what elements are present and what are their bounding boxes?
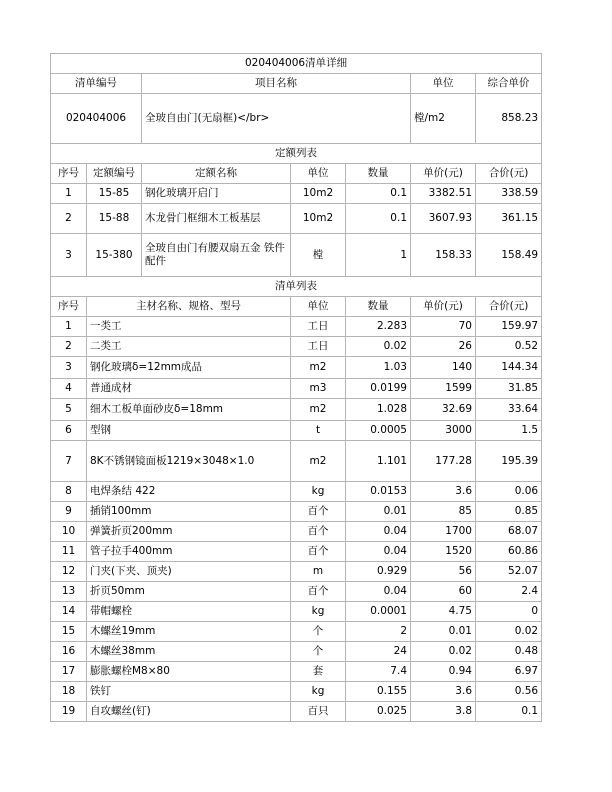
quota-code: 15-85 xyxy=(87,184,142,204)
material-name: 二类工 xyxy=(87,337,291,357)
material-seq: 3 xyxy=(51,357,87,379)
material-seq: 9 xyxy=(51,502,87,522)
material-total: 68.07 xyxy=(476,522,542,542)
quota-total: 338.59 xyxy=(476,184,542,204)
material-name: 木螺丝38mm xyxy=(87,642,291,662)
quota-total: 158.49 xyxy=(476,234,542,277)
quota-unit: 10m2 xyxy=(291,204,346,234)
material-row xyxy=(51,602,542,622)
material-price: 0.02 xyxy=(411,642,476,662)
material-qty: 0.01 xyxy=(346,502,411,522)
material-row xyxy=(51,317,542,337)
material-qty: 2.283 xyxy=(346,317,411,337)
material-price: 1520 xyxy=(411,542,476,562)
material-price: 32.69 xyxy=(411,399,476,421)
item-unit: 樘/m2 xyxy=(411,94,476,144)
material-seq: 4 xyxy=(51,379,87,399)
quota-code: 15-380 xyxy=(87,234,142,277)
material-price: 1599 xyxy=(411,379,476,399)
material-total: 0.06 xyxy=(476,482,542,502)
material-seq: 7 xyxy=(51,441,87,482)
material-price: 177.28 xyxy=(411,441,476,482)
material-seq: 11 xyxy=(51,542,87,562)
material-unit: kg xyxy=(291,482,346,502)
material-price: 0.01 xyxy=(411,622,476,642)
quota-total: 361.15 xyxy=(476,204,542,234)
material-price: 3.6 xyxy=(411,482,476,502)
material-qty: 1.03 xyxy=(346,357,411,379)
material-row xyxy=(51,399,542,421)
material-name: 带帽螺栓 xyxy=(87,602,291,622)
material-seq: 2 xyxy=(51,337,87,357)
material-total: 1.5 xyxy=(476,421,542,441)
quota-price: 3382.51 xyxy=(411,184,476,204)
item-code: 020404006 xyxy=(51,94,142,144)
material-row xyxy=(51,522,542,542)
material-total: 144.34 xyxy=(476,357,542,379)
material-qty: 0.0199 xyxy=(346,379,411,399)
material-row xyxy=(51,502,542,522)
material-total: 0.52 xyxy=(476,337,542,357)
material-price: 60 xyxy=(411,582,476,602)
quota-qty: 0.1 xyxy=(346,184,411,204)
material-total: 0.02 xyxy=(476,622,542,642)
item-unit-header: 单位 xyxy=(411,74,476,94)
material-seq: 15 xyxy=(51,622,87,642)
material-unit: 百只 xyxy=(291,702,346,722)
material-unit-header: 单位 xyxy=(291,297,346,317)
material-row xyxy=(51,582,542,602)
material-name: 铁钉 xyxy=(87,682,291,702)
quota-seq: 3 xyxy=(51,234,87,277)
table-title: 020404006清单详细 xyxy=(51,54,542,74)
material-unit: m xyxy=(291,562,346,582)
material-row xyxy=(51,421,542,441)
quota-unit: 10m2 xyxy=(291,184,346,204)
material-price: 140 xyxy=(411,357,476,379)
item-price-header: 综合单价 xyxy=(476,74,542,94)
material-price: 85 xyxy=(411,502,476,522)
quota-unit: 樘 xyxy=(291,234,346,277)
material-unit: 个 xyxy=(291,642,346,662)
material-qty: 0.0153 xyxy=(346,482,411,502)
quota-section-title: 定额列表 xyxy=(51,144,542,164)
material-unit: 工日 xyxy=(291,337,346,357)
quota-code: 15-88 xyxy=(87,204,142,234)
material-total-header: 合价(元) xyxy=(476,297,542,317)
material-total: 0.1 xyxy=(476,702,542,722)
material-qty: 0.0005 xyxy=(346,421,411,441)
material-price: 3.6 xyxy=(411,682,476,702)
material-qty: 0.04 xyxy=(346,522,411,542)
material-total: 6.97 xyxy=(476,662,542,682)
quota-qty-header: 数量 xyxy=(346,164,411,184)
quota-name: 钢化玻璃开启门 xyxy=(142,184,291,204)
quota-seq: 2 xyxy=(51,204,87,234)
material-qty: 7.4 xyxy=(346,662,411,682)
material-seq: 17 xyxy=(51,662,87,682)
material-qty: 1.028 xyxy=(346,399,411,421)
material-qty: 2 xyxy=(346,622,411,642)
material-unit: 个 xyxy=(291,622,346,642)
item-code-header: 清单编号 xyxy=(51,74,142,94)
material-seq: 18 xyxy=(51,682,87,702)
material-name: 管子拉手400mm xyxy=(87,542,291,562)
material-row xyxy=(51,542,542,562)
material-name: 折页50mm xyxy=(87,582,291,602)
material-total: 33.64 xyxy=(476,399,542,421)
material-price: 3.8 xyxy=(411,702,476,722)
material-row xyxy=(51,662,542,682)
material-name: 普通成材 xyxy=(87,379,291,399)
material-section-title: 清单列表 xyxy=(51,277,542,297)
material-qty: 0.929 xyxy=(346,562,411,582)
material-price: 1700 xyxy=(411,522,476,542)
material-name: 膨胀螺栓M8×80 xyxy=(87,662,291,682)
material-unit: m3 xyxy=(291,379,346,399)
material-total: 52.07 xyxy=(476,562,542,582)
material-unit: 工日 xyxy=(291,317,346,337)
material-qty: 24 xyxy=(346,642,411,662)
material-name: 钢化玻璃δ=12mm成品 xyxy=(87,357,291,379)
material-unit: m2 xyxy=(291,357,346,379)
quota-price: 3607.93 xyxy=(411,204,476,234)
material-qty: 0.025 xyxy=(346,702,411,722)
quota-name: 全玻自由门有腰双扇五金 铁件配件 xyxy=(142,234,291,277)
material-qty: 0.155 xyxy=(346,682,411,702)
material-total: 0.56 xyxy=(476,682,542,702)
material-seq: 12 xyxy=(51,562,87,582)
material-price: 3000 xyxy=(411,421,476,441)
quota-total-header: 合价(元) xyxy=(476,164,542,184)
material-row xyxy=(51,379,542,399)
quota-price-header: 单价(元) xyxy=(411,164,476,184)
material-seq: 16 xyxy=(51,642,87,662)
quota-name: 木龙骨门框细木工板基层 xyxy=(142,204,291,234)
quota-name-header: 定额名称 xyxy=(142,164,291,184)
quota-code-header: 定额编号 xyxy=(87,164,142,184)
material-unit: 百个 xyxy=(291,502,346,522)
material-name: 8K不锈钢镜面板1219×3048×1.0 xyxy=(87,441,291,482)
material-seq-header: 序号 xyxy=(51,297,87,317)
material-name: 一类工 xyxy=(87,317,291,337)
material-total: 31.85 xyxy=(476,379,542,399)
material-seq: 13 xyxy=(51,582,87,602)
material-seq: 6 xyxy=(51,421,87,441)
material-row xyxy=(51,622,542,642)
detail-table xyxy=(50,53,542,722)
material-row xyxy=(51,337,542,357)
quota-seq: 1 xyxy=(51,184,87,204)
quota-price: 158.33 xyxy=(411,234,476,277)
material-row xyxy=(51,357,542,379)
material-total: 159.97 xyxy=(476,317,542,337)
material-seq: 10 xyxy=(51,522,87,542)
material-name: 细木工板单面砂皮δ=18mm xyxy=(87,399,291,421)
quota-qty: 1 xyxy=(346,234,411,277)
material-unit: m2 xyxy=(291,399,346,421)
material-qty: 1.101 xyxy=(346,441,411,482)
material-unit: 百个 xyxy=(291,542,346,562)
material-seq: 19 xyxy=(51,702,87,722)
material-seq: 14 xyxy=(51,602,87,622)
item-price: 858.23 xyxy=(476,94,542,144)
material-unit: 套 xyxy=(291,662,346,682)
material-row xyxy=(51,562,542,582)
material-total: 60.86 xyxy=(476,542,542,562)
material-name: 门夹(下夹、顶夹) xyxy=(87,562,291,582)
material-total: 0.48 xyxy=(476,642,542,662)
material-price: 26 xyxy=(411,337,476,357)
material-price: 4.75 xyxy=(411,602,476,622)
material-qty: 0.04 xyxy=(346,542,411,562)
item-name-header: 项目名称 xyxy=(142,74,411,94)
material-row xyxy=(51,441,542,482)
material-qty: 0.04 xyxy=(346,582,411,602)
material-unit: m2 xyxy=(291,441,346,482)
material-price-header: 单价(元) xyxy=(411,297,476,317)
material-unit: t xyxy=(291,421,346,441)
material-row xyxy=(51,642,542,662)
material-total: 195.39 xyxy=(476,441,542,482)
material-name: 自攻螺丝(钉) xyxy=(87,702,291,722)
item-name: 全玻自由门(无扇框)</br> xyxy=(142,94,411,144)
material-name: 木螺丝19mm xyxy=(87,622,291,642)
material-seq: 5 xyxy=(51,399,87,421)
material-qty: 0.0001 xyxy=(346,602,411,622)
material-unit: kg xyxy=(291,602,346,622)
material-name: 弹簧折页200mm xyxy=(87,522,291,542)
material-row xyxy=(51,482,542,502)
quota-unit-header: 单位 xyxy=(291,164,346,184)
material-price: 70 xyxy=(411,317,476,337)
material-seq: 1 xyxy=(51,317,87,337)
material-total: 0.85 xyxy=(476,502,542,522)
material-seq: 8 xyxy=(51,482,87,502)
material-name: 插销100mm xyxy=(87,502,291,522)
material-name-header: 主材名称、规格、型号 xyxy=(87,297,291,317)
material-name: 型钢 xyxy=(87,421,291,441)
quota-qty: 0.1 xyxy=(346,204,411,234)
material-total: 0 xyxy=(476,602,542,622)
material-unit: 百个 xyxy=(291,522,346,542)
material-unit: kg xyxy=(291,682,346,702)
material-name: 电焊条结 422 xyxy=(87,482,291,502)
material-total: 2.4 xyxy=(476,582,542,602)
material-price: 0.94 xyxy=(411,662,476,682)
material-row xyxy=(51,702,542,722)
quota-seq-header: 序号 xyxy=(51,164,87,184)
material-qty: 0.02 xyxy=(346,337,411,357)
material-price: 56 xyxy=(411,562,476,582)
material-row xyxy=(51,682,542,702)
material-unit: 百个 xyxy=(291,582,346,602)
material-qty-header: 数量 xyxy=(346,297,411,317)
